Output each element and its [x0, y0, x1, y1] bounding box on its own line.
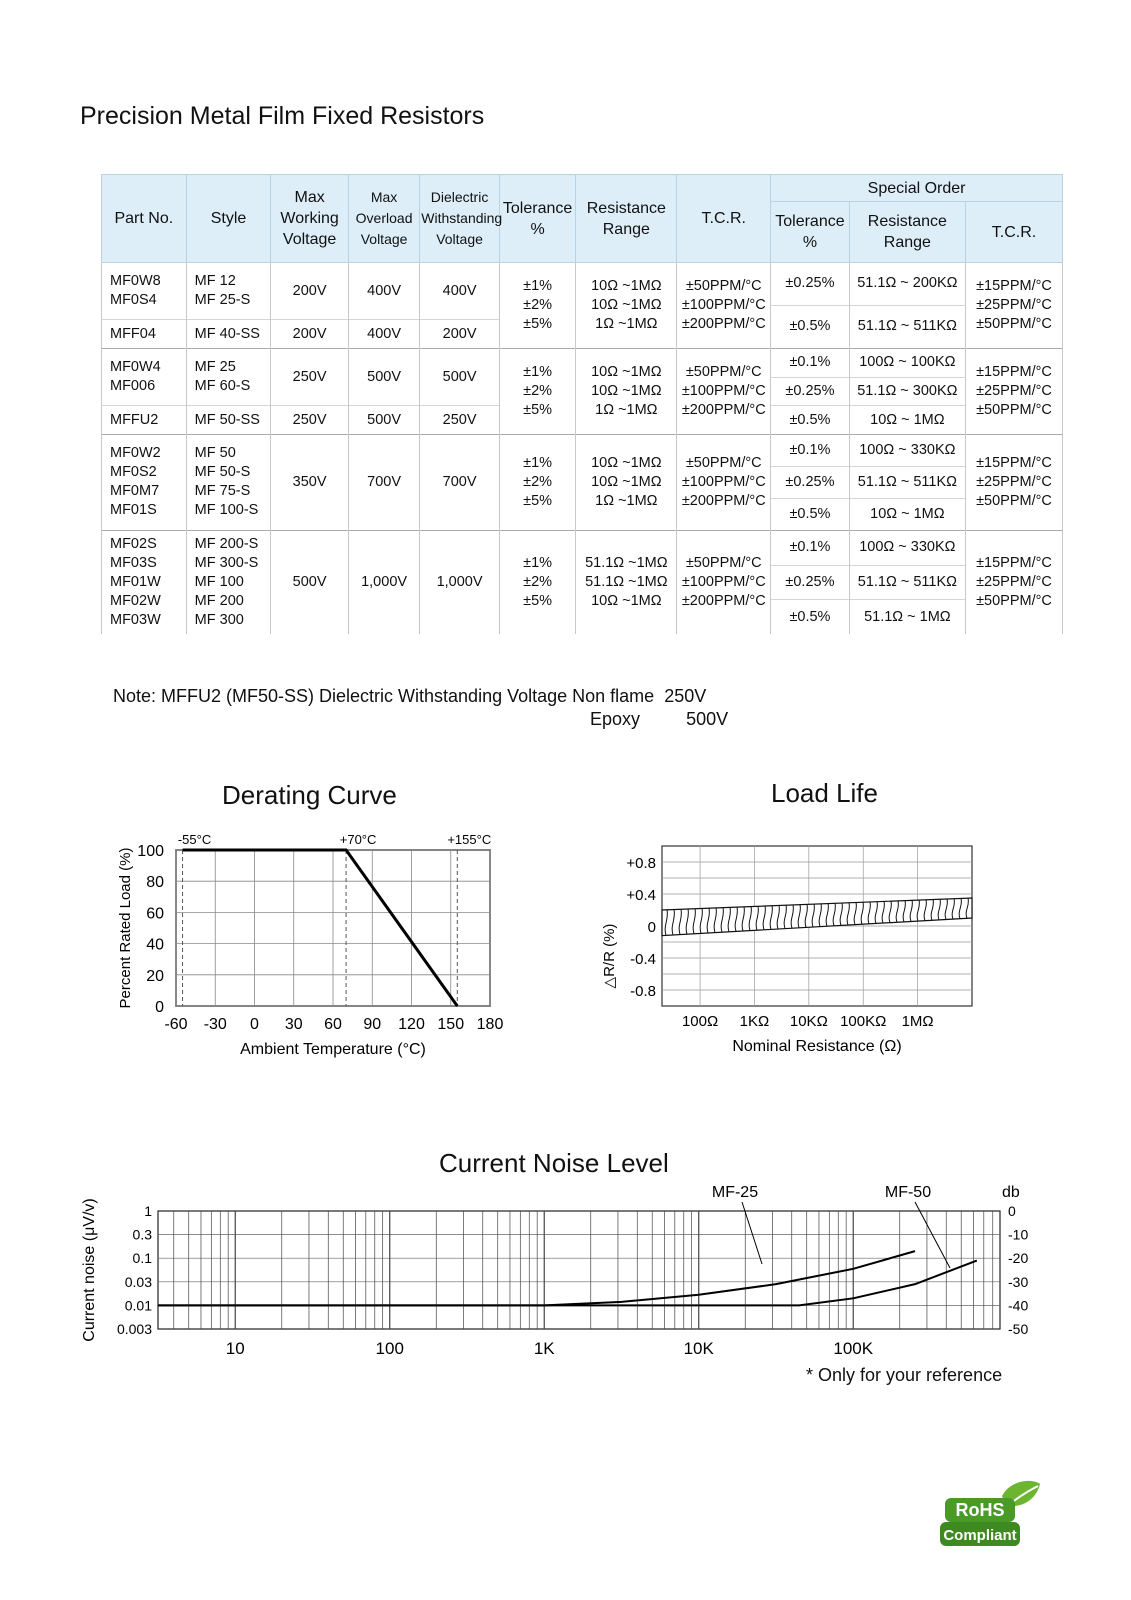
cell-special-tol: ±0.25% — [771, 565, 850, 600]
cell-special-tol: ±0.1% — [771, 530, 850, 565]
cell-special-range: 51.1Ω ~ 200KΩ — [849, 263, 965, 306]
derating-x-tick: 30 — [284, 1016, 303, 1033]
derating-x-tick: 120 — [398, 1016, 425, 1033]
cell-special-range: 51.1Ω ~ 1MΩ — [849, 600, 965, 635]
noise-y-tick: 1 — [144, 1203, 152, 1219]
cell-special-tcr: ±15PPM/°C ±25PPM/°C ±50PPM/°C — [966, 348, 1063, 434]
cell-working: 200V — [271, 263, 349, 320]
cell-overload: 500V — [348, 406, 419, 435]
cell-dielectric: 200V — [420, 320, 500, 349]
cell-special-tol: ±0.25% — [771, 466, 850, 498]
loadlife-x-tick: 1KΩ — [739, 1013, 770, 1030]
page-title: Precision Metal Film Fixed Resistors — [80, 102, 485, 130]
noise-y2-tick: -10 — [1008, 1226, 1029, 1243]
cell-working: 250V — [271, 406, 349, 435]
header-tcr: T.C.R. — [677, 175, 771, 263]
derating-annotation: -55°C — [177, 832, 212, 847]
derating-chart — [110, 820, 520, 1070]
note-value-2: 500V — [686, 709, 729, 729]
cell-working: 200V — [271, 320, 349, 349]
noise-series-mf-50 — [158, 1261, 977, 1306]
derating-y-tick: 80 — [146, 874, 164, 892]
cell-special-tcr: ±15PPM/°C ±25PPM/°C ±50PPM/°C — [966, 530, 1063, 634]
cell-special-tcr: ±15PPM/°C ±25PPM/°C ±50PPM/°C — [966, 263, 1063, 349]
derating-annotation: +70°C — [339, 832, 377, 847]
cell-part: MF0W4 MF006 — [102, 348, 187, 405]
cell-tolerance: ±1% ±2% ±5% — [499, 348, 576, 434]
noise-y2-tick: -20 — [1008, 1250, 1029, 1267]
cell-overload: 500V — [348, 348, 419, 405]
noise-title: Current Noise Level — [439, 1148, 669, 1178]
noise-ylabel: Current noise (μV/v) — [81, 1198, 98, 1342]
derating-x-tick: 150 — [437, 1016, 465, 1033]
derating-y-tick: 60 — [146, 905, 164, 923]
header-style: Style — [186, 175, 271, 263]
derating-x-tick: 0 — [250, 1016, 259, 1033]
cell-special-tcr: ±15PPM/°C ±25PPM/°C ±50PPM/°C — [966, 434, 1063, 530]
noise-x-tick: 1K — [533, 1339, 555, 1358]
cell-dielectric: 250V — [420, 406, 500, 435]
cell-dielectric: 500V — [420, 348, 500, 405]
note-text-1: Note: MFFU2 (MF50-SS) Dielectric Withstanding Voltage Non flame — [113, 686, 655, 706]
header-so-tcr: T.C.R. — [966, 202, 1063, 263]
derating-curve — [183, 850, 458, 1006]
derating-y-tick: 0 — [155, 999, 164, 1016]
cell-special-tol: ±0.5% — [771, 406, 850, 435]
cell-special-range: 100Ω ~ 330KΩ — [849, 530, 965, 565]
noise-frame — [158, 1211, 1000, 1329]
header-special-order: Special Order — [771, 175, 1063, 202]
noise-x-tick: 100K — [833, 1339, 874, 1358]
cell-tolerance: ±1% ±2% ±5% — [499, 530, 576, 634]
cell-tolerance: ±1% ±2% ±5% — [499, 434, 576, 530]
cell-tcr: ±50PPM/°C ±100PPM/°C ±200PPM/°C — [677, 263, 771, 349]
cell-dielectric: 700V — [420, 434, 500, 530]
cell-special-range: 51.1Ω ~ 511KΩ — [849, 565, 965, 600]
loadlife-x-tick: 1MΩ — [901, 1013, 934, 1030]
derating-ylabel: Percent Rated Load (%) — [117, 847, 134, 1009]
derating-y-tick: 100 — [137, 843, 164, 860]
loadlife-x-tick: 100KΩ — [840, 1013, 887, 1030]
header-part-no: Part No. — [102, 175, 187, 263]
loadlife-y-tick: -0.8 — [630, 983, 656, 1000]
cell-special-tol: ±0.1% — [771, 348, 850, 377]
cell-working: 500V — [271, 530, 349, 634]
noise-series-label: MF-50 — [884, 1184, 932, 1201]
cell-style: MF 12 MF 25-S — [186, 263, 271, 320]
derating-x-tick: 180 — [476, 1016, 504, 1033]
noise-y-tick: 0.3 — [132, 1226, 152, 1243]
footnote: * Only for your reference — [806, 1365, 1003, 1385]
cell-style: MF 50 MF 50-S MF 75-S MF 100-S — [186, 434, 271, 530]
cell-range: 10Ω ~1MΩ 10Ω ~1MΩ 1Ω ~1MΩ — [576, 263, 677, 349]
header-so-tolerance: Tolerance % — [771, 202, 850, 263]
derating-x-tick: 60 — [324, 1016, 342, 1033]
cell-tolerance: ±1% ±2% ±5% — [499, 263, 576, 349]
noise-x-tick: 100 — [375, 1339, 404, 1358]
header-tolerance: Tolerance % — [499, 175, 576, 263]
cell-style: MF 200-S MF 300-S MF 100 MF 200 MF 300 — [186, 530, 271, 634]
cell-special-range: 10Ω ~ 1MΩ — [849, 406, 965, 435]
cell-part: MF02S MF03S MF01W MF02W MF03W — [102, 530, 187, 634]
cell-tcr: ±50PPM/°C ±100PPM/°C ±200PPM/°C — [677, 434, 771, 530]
loadlife-x-tick: 10KΩ — [789, 1013, 828, 1030]
loadlife-xlabel: Nominal Resistance (Ω) — [732, 1038, 902, 1055]
cell-tcr: ±50PPM/°C ±100PPM/°C ±200PPM/°C — [677, 530, 771, 634]
rohs-text: RoHS — [955, 1500, 1005, 1520]
cell-range: 10Ω ~1MΩ 10Ω ~1MΩ 1Ω ~1MΩ — [576, 434, 677, 530]
cell-dielectric: 400V — [420, 263, 500, 320]
header-dielectric: Dielectric Withstanding Voltage — [420, 175, 500, 263]
cell-dielectric: 1,000V — [420, 530, 500, 634]
cell-overload: 400V — [348, 320, 419, 349]
cell-special-range: 51.1Ω ~ 511KΩ — [849, 305, 965, 348]
loadlife-title: Load Life — [771, 778, 878, 808]
loadlife-y-tick: 0 — [647, 919, 656, 936]
loadlife-y-tick: +0.8 — [626, 855, 656, 872]
rohs-badge — [940, 1478, 1050, 1558]
header-max-overload: Max Overload Voltage — [348, 175, 419, 263]
cell-special-tol: ±0.1% — [771, 434, 850, 466]
noise-y-tick: 0.03 — [124, 1273, 152, 1290]
compliant-text: Compliant — [943, 1527, 1017, 1544]
derating-y-tick: 40 — [146, 936, 164, 954]
loadlife-ylabel: △R/R (%) — [601, 923, 618, 989]
cell-part: MF0W8 MF0S4 — [102, 263, 187, 320]
cell-special-tol: ±0.5% — [771, 305, 850, 348]
note-text-2: Epoxy — [590, 709, 641, 729]
cell-part: MFFU2 — [102, 406, 187, 435]
derating-x-tick: -60 — [164, 1016, 188, 1033]
cell-special-tol: ±0.5% — [771, 600, 850, 635]
cell-special-range: 51.1Ω ~ 300KΩ — [849, 377, 965, 406]
cell-style: MF 25 MF 60-S — [186, 348, 271, 405]
noise-x-tick: 10 — [225, 1339, 245, 1358]
noise-y2-label: db — [1002, 1184, 1020, 1201]
cell-part: MFF04 — [102, 320, 187, 349]
cell-part: MF0W2 MF0S2 MF0M7 MF01S — [102, 434, 187, 530]
cell-special-tol: ±0.25% — [771, 263, 850, 306]
note-line-1 — [113, 684, 706, 708]
note-value-1: 250V — [664, 686, 707, 706]
note-line-2 — [590, 707, 728, 731]
cell-special-range: 100Ω ~ 100KΩ — [849, 348, 965, 377]
loadlife-chart — [600, 830, 1010, 1060]
cell-tcr: ±50PPM/°C ±100PPM/°C ±200PPM/°C — [677, 348, 771, 434]
cell-special-tol: ±0.5% — [771, 498, 850, 530]
header-resistance-range: Resistance Range — [576, 175, 677, 263]
derating-xlabel: Ambient Temperature (°C) — [240, 1041, 426, 1058]
cell-overload: 700V — [348, 434, 419, 530]
cell-style: MF 40-SS — [186, 320, 271, 349]
noise-y2-tick: 0 — [1008, 1203, 1016, 1219]
cell-overload: 1,000V — [348, 530, 419, 634]
noise-chart — [70, 1180, 1050, 1360]
loadlife-y-tick: +0.4 — [626, 887, 656, 904]
cell-special-range: 10Ω ~ 1MΩ — [849, 498, 965, 530]
noise-y-tick: 0.01 — [124, 1297, 152, 1314]
loadlife-x-tick: 100Ω — [681, 1013, 719, 1030]
derating-annotation: +155°C — [447, 832, 492, 847]
cell-style: MF 50-SS — [186, 406, 271, 435]
noise-series-mf-25 — [158, 1251, 915, 1305]
derating-y-tick: 20 — [146, 967, 164, 985]
noise-y2-tick: -50 — [1008, 1321, 1029, 1337]
derating-x-tick: -30 — [203, 1016, 227, 1033]
cell-special-tol: ±0.25% — [771, 377, 850, 406]
derating-x-tick: 90 — [363, 1016, 382, 1033]
cell-overload: 400V — [348, 263, 419, 320]
noise-x-tick: 10K — [683, 1339, 714, 1358]
noise-y2-tick: -30 — [1008, 1273, 1029, 1290]
cell-range: 51.1Ω ~1MΩ 51.1Ω ~1MΩ 10Ω ~1MΩ — [576, 530, 677, 634]
loadlife-y-tick: -0.4 — [630, 951, 656, 968]
cell-special-range: 100Ω ~ 330KΩ — [849, 434, 965, 466]
spec-table — [101, 174, 1063, 634]
noise-y-tick: 0.1 — [132, 1250, 152, 1267]
cell-range: 10Ω ~1MΩ 10Ω ~1MΩ 1Ω ~1MΩ — [576, 348, 677, 434]
cell-special-range: 51.1Ω ~ 511KΩ — [849, 466, 965, 498]
header-so-resistance-range: Resistance Range — [849, 202, 965, 263]
noise-y2-tick: -40 — [1008, 1297, 1029, 1314]
derating-title: Derating Curve — [222, 780, 397, 810]
cell-working: 350V — [271, 434, 349, 530]
header-max-working: Max Working Voltage — [271, 175, 349, 263]
noise-series-label: MF-25 — [711, 1184, 759, 1201]
noise-y-tick: 0.003 — [116, 1321, 152, 1337]
cell-working: 250V — [271, 348, 349, 405]
